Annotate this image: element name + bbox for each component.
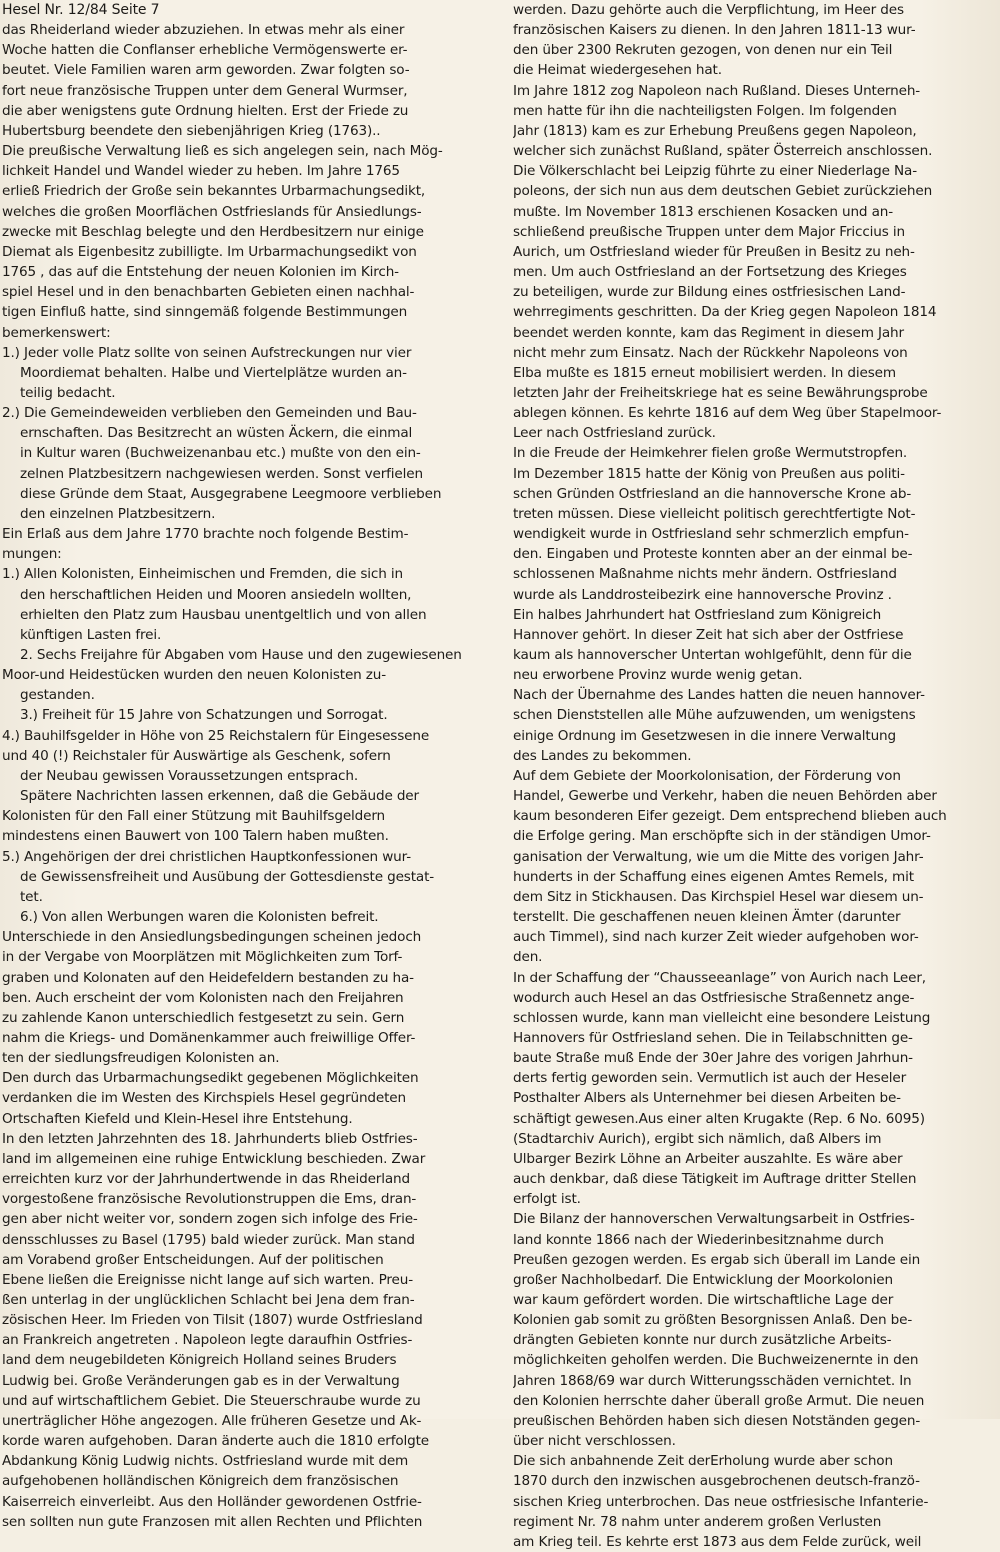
text-line: korde waren aufgehoben. Daran änderte auch die 1810 erfolgte: [2, 1433, 430, 1450]
text-line: men hatte für ihn die nachteiligsten Folgen. Im folgenden: [513, 102, 897, 119]
text-line: zelnen Platzbesitzern nachgewiesen werden. Sonst verfielen: [20, 465, 423, 482]
text-line: beutet. Viele Familien waren arm geworden. Zwar folgten so-: [2, 62, 410, 79]
text-line: auch Timmel), sind nach kurzer Zeit wieder aufgehoben wor-: [513, 929, 919, 946]
text-line: die aber wenigstens gute Ordnung hielten. Erst der Friede zu: [2, 102, 409, 119]
text-line: ßen unterlag in der unglücklichen Schlacht bei Jena dem fran-: [2, 1292, 415, 1308]
text-line: teilig bedacht.: [20, 384, 116, 401]
text-line: Auf dem Gebiete der Moorkolonisation, der Förderung von: [513, 767, 901, 784]
text-line: ganisation der Verwaltung, wie um die Mitte des vorigen Jahr-: [513, 848, 924, 865]
text-line: welcher sich zunächst Rußland, später Österreich anschlossen.: [513, 143, 933, 160]
text-line: am Vorabend großer Entscheidungen. Auf der politischen: [2, 1251, 384, 1268]
text-line: 6.) Von allen Werbungen waren die Kolonisten befreit.: [20, 909, 379, 926]
text-line: Posthalter Albers als Unternehmer bei diesen Arbeiten be-: [513, 1090, 901, 1107]
text-line: spiel Hesel und in den benachbarten Gebieten einen nachhal-: [2, 284, 415, 301]
text-line: Im Dezember 1815 hatte der König von Preußen aus politi-: [513, 465, 905, 482]
text-line: land konnte 1866 nach der Wiederinbesitznahme durch: [513, 1231, 884, 1248]
text-line: 1.) Jeder volle Platz sollte von seinen Aufstreckungen nur vier: [2, 344, 412, 361]
text-line: regiment Nr. 78 nahm unter anderem großen Verlusten: [513, 1513, 882, 1530]
text-line: war kaum gefördert worden. Die wirtschaftliche Lage der: [513, 1292, 894, 1308]
text-line: Aurich, um Ostfriesland wieder für Preußen in Besitz zu neh-: [513, 243, 915, 260]
text-line: unerträglicher Höhe angezogen. Alle früheren Gesetze und Ak-: [2, 1412, 422, 1429]
text-line: möglichkeiten geholfen werden. Die Buchweizenernte in den: [513, 1352, 919, 1369]
text-line: de Gewissensfreiheit und Ausübung der Gottesdienste gestat-: [20, 868, 435, 885]
text-line: Abdankung König Ludwig nichts. Ostfriesland wurde mit dem: [2, 1453, 409, 1470]
text-line: Die sich anbahnende Zeit derErholung wurde aber schon: [513, 1453, 893, 1470]
text-line: aufgehobenen holländischen Königreich dem französischen: [2, 1473, 399, 1490]
text-line: In die Freude der Heimkehrer fielen große Wermutstropfen.: [513, 445, 908, 462]
text-line: Ortschaften Kiefeld und Klein-Hesel ihre Entstehung.: [2, 1110, 353, 1127]
text-line: tigen Einfluß hatte, sind sinngemäß folgende Bestimmungen: [2, 304, 408, 321]
text-line: Diemat als Eigenbesitz zubilligte. Im Urbarmachungsedikt von: [2, 243, 417, 260]
text-line: wendigkeit wurde in Ostfriesland sehr schmerzlich empfun-: [513, 526, 909, 543]
text-line: preußischen Behörden haben sich diesen Notständen gegen-: [513, 1412, 921, 1429]
text-line: Moor-und Heidestücken wurden den neuen Kolonisten zu-: [2, 667, 387, 684]
text-line: den.: [513, 949, 543, 966]
text-line: schäftigt gewesen.Aus einer alten Krugakte (Rep. 6 No. 6095): [513, 1110, 925, 1127]
text-line: erfolgt ist.: [513, 1191, 581, 1208]
text-line: schlossen wurde, kann man vielleicht eine besondere Leistung: [513, 1009, 931, 1026]
text-line: wodurch auch Hesel an das Ostfriesische Straßennetz ange-: [513, 989, 915, 1006]
text-line: Jahren 1868/69 war durch Witterungsschäden vernichtet. In: [513, 1372, 912, 1389]
right-column: [513, 0, 995, 1552]
text-line: Kolonisten für den Fall einer Stützung mit Bauhilfsgeldern: [2, 808, 386, 825]
text-line: Nach der Übernahme des Landes hatten die neuen hannover-: [513, 687, 925, 704]
text-line: 5.) Angehörigen der drei christlichen Hauptkonfessionen wur-: [2, 848, 411, 865]
text-line: men. Um auch Ostfriesland an der Fortsetzung des Krieges: [513, 264, 907, 281]
text-line: künftigen Lasten frei.: [20, 626, 162, 643]
text-line: 4.) Bauhilfsgelder in Höhe von 25 Reichstalern für Eingesessene: [2, 727, 430, 744]
text-line: die Heimat wiedergesehen hat.: [513, 62, 722, 79]
text-line: in Kultur waren (Buchweizenanbau etc.) mußte von den ein-: [20, 445, 421, 462]
text-line: terstellt. Die geschaffenen neuen kleinen Ämter (darunter: [513, 909, 901, 926]
text-line: mußte. Im November 1813 erschienen Kosacken und an-: [513, 203, 893, 220]
text-line: treten müssen. Diese vielleicht politisch gerechtfertigte Not-: [513, 505, 916, 522]
text-line: graben und Kolonaten auf den Heidefeldern bestanden zu ha-: [2, 969, 414, 986]
text-line: Ebene ließen die Ereignisse nicht lange auf sich warten. Preu-: [2, 1271, 413, 1288]
text-line: schlossenen Maßnahme nichts mehr ändern. Ostfriesland: [513, 566, 897, 583]
text-line: mindestens einen Bauwert von 100 Talern haben mußten.: [2, 828, 389, 845]
text-line: Leer nach Ostfriesland zurück.: [513, 425, 716, 442]
text-line: gestanden.: [20, 687, 95, 704]
text-line: großer Nachholbedarf. Die Entwicklung der Moorkolonien: [513, 1271, 893, 1288]
left-column: [2, 0, 492, 1532]
text-line: 2.) Die Gemeindeweiden verblieben den Gemeinden und Bau-: [2, 405, 417, 422]
text-line: neu erworbene Provinz wurde wenig getan.: [513, 667, 803, 684]
text-line: zu beteiligen, wurde zur Bildung eines ostfriesischen Land-: [513, 284, 906, 301]
text-line: zwecke mit Beschlag belegte und den Herdbesitzern nur einige: [2, 223, 424, 240]
text-line: erhielten den Platz zum Hausbau unentgeltlich und von allen: [20, 606, 427, 623]
text-line: In den letzten Jahrzehnten des 18. Jahrhunderts blieb Ostfries-: [2, 1130, 418, 1147]
text-line: Jahr (1813) kam es zur Erhebung Preußens gegen Napoleon,: [513, 122, 917, 139]
text-line: Moordiemat behalten. Halbe und Viertelplätze wurden an-: [20, 364, 407, 381]
text-line: die Erfolge gering. Man erschöpfte sich in der ständigen Umor-: [513, 828, 931, 845]
text-line: werden. Dazu gehörte auch die Verpflichtung, im Heer des: [513, 2, 904, 18]
text-line: erließ Friedrich der Große sein bekanntes Urbarmachungsedikt,: [2, 183, 426, 200]
text-line: das Rheiderland wieder abzuziehen. In etwas mehr als einer: [2, 22, 405, 39]
text-line: wurde als Landdrosteibezirk eine hannoversche Provinz .: [513, 586, 892, 603]
text-line: verdanken die im Westen des Kirchspiels Hesel gegründeten: [2, 1090, 406, 1107]
text-line: auch denkbar, daß diese Tätigkeit im Auftrage dritter Stellen: [513, 1171, 917, 1188]
text-line: poleons, der sich nun aus dem deutschen Gebiet zurückziehen: [513, 183, 933, 200]
page-header: Hesel Nr. 12/84 Seite 7: [2, 2, 160, 18]
text-line: den über 2300 Rekruten gezogen, von denen nur ein Teil: [513, 42, 893, 59]
text-line: ben. Auch erscheint der vom Kolonisten nach den Freijahren: [2, 989, 404, 1006]
text-line: Preußen gezogen werden. Es ergab sich überall im Lande ein: [513, 1251, 921, 1268]
text-line: nicht mehr zum Einsatz. Nach der Rückkehr Napoleons von: [513, 344, 908, 361]
text-line: Kaiserreich einverleibt. Aus den Holländer gewordenen Ostfrie-: [2, 1493, 422, 1510]
text-line: nahm die Kriegs- und Domänenkammer auch freiwillige Offer-: [2, 1029, 416, 1046]
text-line: Die preußische Verwaltung ließ es sich angelegen sein, nach Mög-: [2, 143, 443, 160]
text-line: über nicht verschlossen.: [513, 1433, 676, 1450]
text-line: den. Eingaben und Proteste konnten aber an der einmal be-: [513, 546, 913, 563]
text-line: zu zahlende Kanon unterschiedlich festgesetzt zu sein. Gern: [2, 1009, 405, 1026]
text-line: in der Vergabe von Moorplätzen mit Möglichkeiten zum Torf-: [2, 949, 403, 966]
text-line: Im Jahre 1812 zog Napoleon nach Rußland. Dieses Unterneh-: [513, 82, 921, 99]
text-line: gen aber nicht weiter vor, sondern zogen sich infolge des Frie-: [2, 1211, 418, 1228]
text-line: und 40 (!) Reichstaler für Auswärtige als Geschenk, sofern: [2, 747, 391, 764]
text-line: ten der siedlungsfreudigen Kolonisten an.: [2, 1050, 280, 1067]
text-line: vorgestoßene französische Revolutionstruppen die Ems, dran-: [2, 1191, 417, 1208]
text-line: mungen:: [2, 546, 62, 563]
text-line: tet.: [20, 888, 43, 905]
text-line: den herschaftlichen Heiden und Mooren ansiedeln wollten,: [20, 586, 412, 603]
text-line: kaum als hannoverscher Untertan wohlgefühlt, denn für die: [513, 647, 912, 663]
text-line: hunderts in der Schaffung eines eigenen Amtes Remels, mit: [513, 868, 914, 885]
text-line: und auf wirtschaftlichem Gebiet. Die Steuerschraube wurde zu: [2, 1392, 421, 1409]
text-line: sischen Krieg unterbrochen. Das neue ostfriesische Infanterie-: [513, 1493, 929, 1510]
text-line: wehrregiments geschritten. Da der Krieg gegen Napoleon 1814: [513, 304, 937, 321]
text-line: Kolonien gab somit zu größten Besorgnissen Anlaß. Den be-: [513, 1312, 913, 1329]
text-line: densschlusses zu Basel (1795) bald wieder zurück. Man stand: [2, 1231, 415, 1248]
text-line: den einzelnen Platzbesitzern.: [20, 505, 216, 522]
text-line: Die Bilanz der hannoverschen Verwaltungsarbeit in Ostfries-: [513, 1211, 915, 1228]
text-line: den Kolonien herrschte daher überall große Armut. Die neuen: [513, 1392, 925, 1409]
text-line: 1.) Allen Kolonisten, Einheimischen und Fremden, die sich in: [2, 566, 403, 583]
text-line: welches die großen Moorflächen Ostfrieslands für Ansiedlungs-: [2, 203, 422, 220]
text-line: 3.) Freiheit für 15 Jahre von Schatzungen und Sorrogat.: [20, 707, 388, 724]
text-line: der Neubau gewissen Voraussetzungen entsprach.: [20, 767, 358, 784]
text-line: letzten Jahr der Freiheitskriege hat es seine Bewährungsprobe: [513, 384, 928, 401]
text-line: 1870 durch den inzwischen ausgebrochenen deutsch-franzö-: [513, 1473, 920, 1490]
text-line: einige Ordnung im Gesetzwesen in die innere Verwaltung: [513, 727, 896, 744]
text-line: 2. Sechs Freijahre für Abgaben vom Hause und den zugewiesenen: [20, 647, 462, 663]
text-line: Elba mußte es 1815 erneut mobilisiert werden. In diesem: [513, 364, 896, 381]
text-line: drängten Gebieten konnte nur durch zusätzliche Arbeits-: [513, 1332, 892, 1349]
text-line: zösischen Heer. Im Frieden von Tilsit (1807) wurde Ostfriesland: [2, 1312, 423, 1329]
text-line: lichkeit Handel und Wandel wieder zu heben. Im Jahre 1765: [2, 163, 400, 180]
text-line: Spätere Nachrichten lassen erkennen, daß die Gebäude der: [20, 788, 419, 805]
text-line: französischen Kaisers zu dienen. In den Jahren 1811-13 wur-: [513, 22, 916, 39]
text-line: ernschaften. Das Besitzrecht an wüsten Äckern, die einmal: [20, 425, 413, 442]
text-line: Handel, Gewerbe und Verkehr, haben die neuen Behörden aber: [513, 788, 937, 805]
text-line: Hannovers für Ostfriesland sehen. Die in Teilabschnitten ge-: [513, 1029, 913, 1046]
text-line: schen Dienststellen alle Mühe aufzuwenden, um wenigstens: [513, 707, 916, 724]
text-line: In der Schaffung der “Chausseeanlage” von Aurich nach Leer,: [513, 969, 926, 986]
text-line: fort neue französische Truppen unter dem General Wurmser,: [2, 82, 408, 99]
text-line: derts fertig geworden sein. Vermutlich ist auch der Heseler: [513, 1070, 907, 1087]
text-line: baute Straße muß Ende der 30er Jahre des vorigen Jahrhun-: [513, 1050, 913, 1067]
text-line: 1765 , das auf die Entstehung der neuen Kolonien im Kirch-: [2, 264, 399, 281]
text-line: sen sollten nun gute Franzosen mit allen Rechten und Pflichten: [2, 1513, 423, 1530]
text-line: schen Gründen Ostfriesland an die hannoversche Krone ab-: [513, 485, 912, 502]
text-line: land im allgemeinen eine ruhige Entwicklung beschieden. Zwar: [2, 1150, 426, 1167]
text-line: diese Gründe dem Staat, Ausgegrabene Leegmoore verblieben: [20, 485, 442, 502]
text-line: erreichten kurz vor der Jahrhundertwende in das Rheiderland: [2, 1171, 410, 1188]
text-line: Ulbarger Bezirk Löhne an Arbeiter auszahlte. Es wäre aber: [513, 1150, 903, 1167]
text-line: Ludwig bei. Große Veränderungen gab es in der Verwaltung: [2, 1372, 400, 1389]
text-line: dem Sitz in Stickhausen. Das Kirchspiel Hesel war diesem un-: [513, 888, 924, 905]
text-line: ablegen können. Es kehrte 1816 auf dem Weg über Stapelmoor-: [513, 405, 942, 422]
text-line: am Krieg teil. Es kehrte erst 1873 aus dem Felde zurück, weil: [513, 1533, 922, 1550]
text-line: Woche hatten die Conflanser erhebliche Vermögenswerte er-: [2, 42, 408, 59]
text-line: kaum besonderen Eifer gezeigt. Dem entsprechend blieben auch: [513, 808, 947, 825]
text-line: Ein halbes Jahrhundert hat Ostfriesland zum Königreich: [513, 606, 882, 623]
text-line: Ein Erlaß aus dem Jahre 1770 brachte noch folgende Bestim-: [2, 526, 409, 543]
text-line: bemerkenswert:: [2, 324, 111, 341]
text-line: land dem neugebildeten Königreich Holland seines Bruders: [2, 1352, 397, 1369]
text-line: Unterschiede in den Ansiedlungsbedingungen scheinen jedoch: [2, 929, 422, 946]
text-line: Hubertsburg beendete den siebenjährigen Krieg (1763)..: [2, 122, 381, 139]
text-line: an Frankreich angetreten . Napoleon legte daraufhin Ostfries-: [2, 1332, 413, 1349]
text-line: beendet werden konnte, kam das Regiment in diesem Jahr: [513, 324, 904, 341]
text-line: Hannover gehört. In dieser Zeit hat sich aber der Ostfriese: [513, 626, 904, 643]
text-line: Den durch das Urbarmachungsedikt gegebenen Möglichkeiten: [2, 1070, 419, 1087]
text-line: (Stadtarchiv Aurich), ergibt sich nämlich, daß Albers im: [513, 1130, 882, 1147]
text-line: des Landes zu bekommen.: [513, 747, 692, 764]
text-line: schließend preußische Truppen unter dem Major Friccius in: [513, 223, 905, 240]
text-line: Die Völkerschlacht bei Leipzig führte zu einer Niederlage Na-: [513, 163, 917, 180]
